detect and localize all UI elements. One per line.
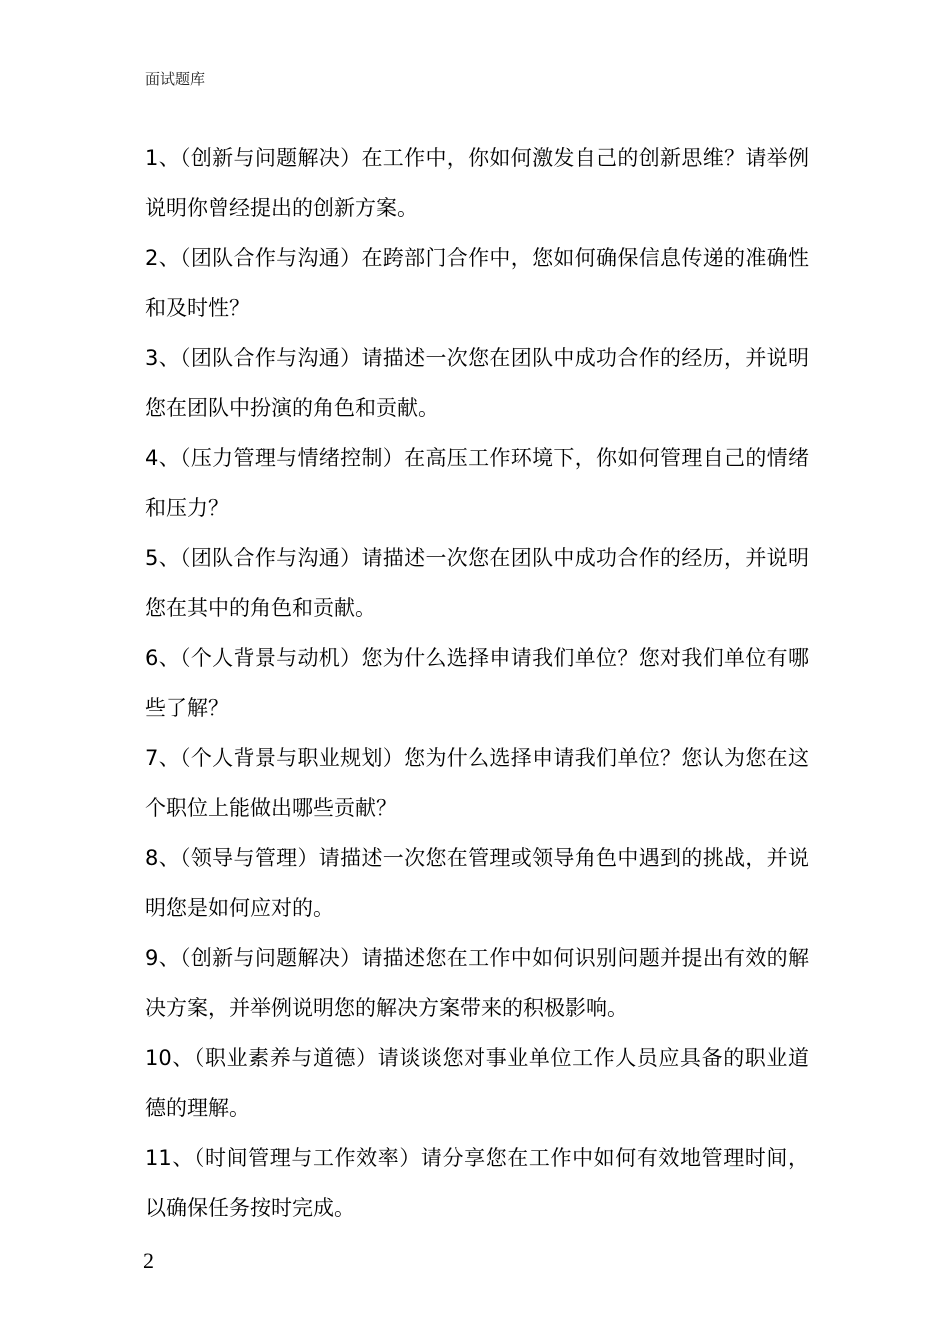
question-item: 3、（团队合作与沟通）请描述一次您在团队中成功合作的经历，并说明您在团队中扮演的角色和贡献。 <box>145 346 809 420</box>
question-item: 4、（压力管理与情绪控制）在高压工作环境下，你如何管理自己的情绪和压力？ <box>145 446 809 520</box>
question-item: 8、（领导与管理）请描述一次您在管理或领导角色中遇到的挑战，并说明您是如何应对的。 <box>145 846 809 920</box>
question-item: 1、（创新与问题解决）在工作中，你如何激发自己的创新思维？请举例说明你曾经提出的创新方案。 <box>145 146 809 220</box>
question-item: 2、（团队合作与沟通）在跨部门合作中，您如何确保信息传递的准确性和及时性？ <box>145 246 809 320</box>
question-item: 11、（时间管理与工作效率）请分享您在工作中如何有效地管理时间，以确保任务按时完成。 <box>145 1146 809 1220</box>
question-item: 9、（创新与问题解决）请描述您在工作中如何识别问题并提出有效的解决方案，并举例说明您的解决方案带来的积极影响。 <box>145 946 809 1020</box>
question-item: 5、（团队合作与沟通）请描述一次您在团队中成功合作的经历，并说明您在其中的角色和贡献。 <box>145 546 809 620</box>
question-item: 10、（职业素养与道德）请谈谈您对事业单位工作人员应具备的职业道德的理解。 <box>145 1046 809 1120</box>
page-number: 2 <box>143 1248 154 1273</box>
page-header-title: 面试题库 <box>145 70 206 88</box>
question-item: 6、（个人背景与动机）您为什么选择申请我们单位？您对我们单位有哪些了解？ <box>145 646 809 720</box>
question-list <box>145 133 809 1233</box>
question-item: 7、（个人背景与职业规划）您为什么选择申请我们单位？您认为您在这个职位上能做出哪些贡献？ <box>145 746 809 820</box>
